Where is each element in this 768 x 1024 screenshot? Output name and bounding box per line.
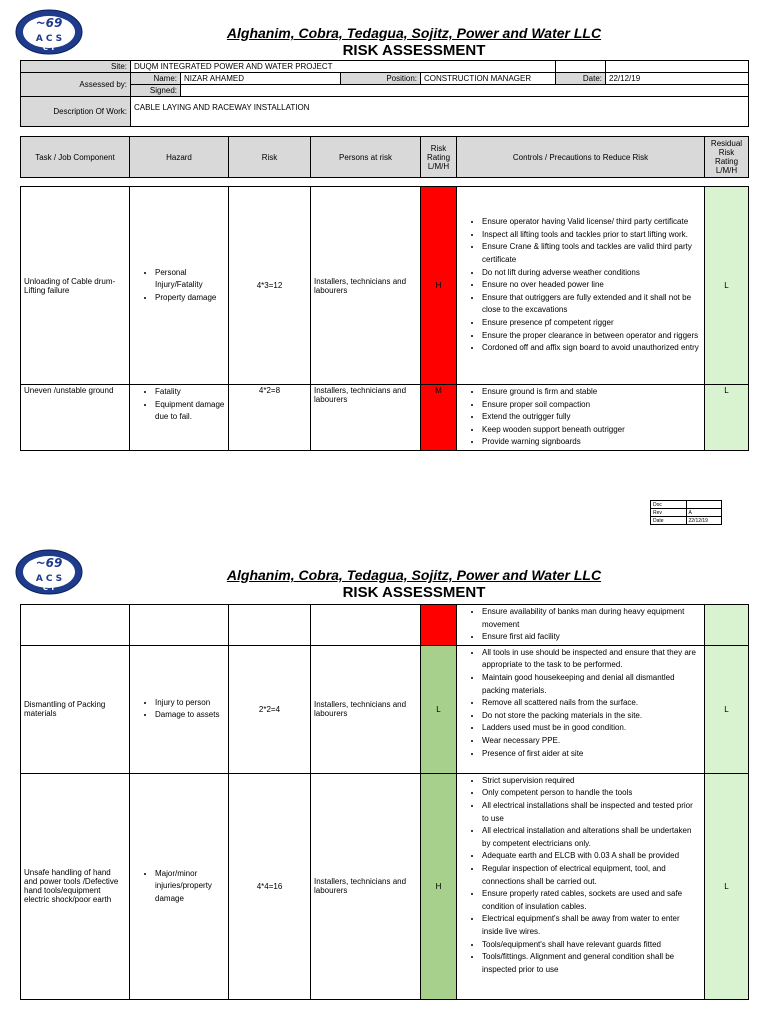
rating-cell: M [421, 385, 457, 451]
col-hazard: Hazard [130, 137, 229, 178]
site-label: Site: [21, 61, 131, 73]
svg-text:A C S: A C S [35, 34, 63, 44]
risk-cell [229, 605, 311, 646]
control-item: • Do not lift during adverse weather conditions [482, 267, 701, 280]
controls-cell [457, 385, 705, 451]
hazard-item: • Equipment damage due to fail. [155, 399, 225, 424]
controls-cell [457, 773, 705, 999]
persons-cell: Installers, technicians and labourers [311, 773, 421, 999]
risk-cell: 4*2=8 [229, 385, 311, 451]
date-label: Date: [556, 73, 606, 85]
control-item: • Maintain good housekeeping and denial all dismantled packing materials. [482, 672, 701, 697]
task-cell: Unsafe handling of hand and power tools /Defective hand tools/equipment electric shock/poor earth [21, 773, 130, 999]
svg-text:A C S: A C S [35, 574, 63, 584]
table-row [21, 645, 749, 773]
control-item: • All tools in use should be inspected and ensure that they are appropriate to the task to be performed. [482, 647, 701, 672]
control-item: • Strict supervision required [482, 775, 701, 788]
control-item: • Presence of first aider at site [482, 748, 701, 761]
col-task: Task / Job Component [21, 137, 130, 178]
signed-label: Signed: [131, 85, 181, 97]
control-item: • Ensure first aid facility [482, 631, 701, 644]
risk-cell: 2*2=4 [229, 645, 311, 773]
col-controls: Controls / Precautions to Reduce Risk [457, 137, 705, 178]
company-name: Alghanim, Cobra, Tedagua, Sojitz, Power and Water LLC [226, 567, 602, 583]
risk-table-1 [20, 186, 749, 451]
control-item: • Electrical equipment's shall be away from water to enter inside live wires. [482, 913, 701, 938]
rev-value: A [686, 509, 722, 517]
control-item: • Ensure presence pf competent rigger [482, 317, 701, 330]
hazard-item: • Major/minor injuries/property damage [155, 868, 225, 906]
control-item: • Ensure ground is firm and stable [482, 386, 701, 399]
hazard-item: • Damage to assets [155, 709, 225, 722]
svg-text:~69: ~69 [35, 16, 63, 30]
table-row [21, 605, 749, 646]
hazard-cell [130, 773, 229, 999]
col-residual: Residual Risk Rating L/M/H [705, 137, 749, 178]
control-item: • Ladders used must be in good condition. [482, 722, 701, 735]
persons-cell [311, 605, 421, 646]
rating-cell [421, 605, 457, 646]
risk-cell: 4*3=12 [229, 187, 311, 385]
position-label: Position: [341, 73, 421, 85]
table-row [21, 773, 749, 999]
controls-cell [457, 187, 705, 385]
control-item: • Extend the outrigger fully [482, 411, 701, 424]
control-item: • Ensure no over headed power line [482, 279, 701, 292]
risk-assessment-title: RISK ASSESSMENT [342, 42, 486, 59]
position-value: CONSTRUCTION MANAGER [421, 73, 556, 85]
assessed-by-label: Assessed by: [21, 73, 131, 97]
rating-cell: L [421, 645, 457, 773]
persons-cell: Installers, technicians and labourers [311, 645, 421, 773]
rating-cell: H [421, 773, 457, 999]
controls-cell [457, 645, 705, 773]
persons-cell: Installers, technicians and labourers [311, 187, 421, 385]
info-table [20, 60, 749, 127]
col-rating: Risk Rating L/M/H [421, 137, 457, 178]
control-item: • Tools/equipment's shall have relevant guards fitted [482, 939, 701, 952]
residual-cell: L [705, 187, 749, 385]
column-header-table-1 [20, 136, 749, 178]
hazard-item: • Property damage [155, 292, 225, 305]
task-cell [21, 605, 130, 646]
control-item: • Adequate earth and ELCB with 0.03 A shall be provided [482, 850, 701, 863]
name-value: NIZAR AHAMED [181, 73, 341, 85]
col-risk: Risk [229, 137, 311, 178]
control-item: • Ensure that outriggers are fully extended and it shall not be close to the excavations [482, 292, 701, 317]
control-item: • Tools/fittings. Alignment and general condition shall be inspected prior to use [482, 951, 701, 976]
col-persons: Persons at risk [311, 137, 421, 178]
hazard-cell [130, 385, 229, 451]
risk-table-2 [20, 604, 749, 1000]
control-item: • Ensure properly rated cables, sockets are used and safe condition of insulation cables. [482, 888, 701, 913]
doc-date-value: 22/12/19 [686, 517, 722, 525]
svg-text:C T: C T [42, 584, 56, 592]
svg-text:C T: C T [42, 44, 56, 52]
signed-value [181, 85, 749, 97]
residual-cell: L [705, 645, 749, 773]
hazard-cell [130, 187, 229, 385]
document-title [0, 567, 768, 601]
task-cell: Uneven /unstable ground [21, 385, 130, 451]
control-item: • Ensure Crane & lifting tools and tackles are valid third party certificate [482, 241, 701, 266]
hazard-item: • Personal Injury/Fatality [155, 267, 225, 292]
hazard-item: • Fatality [155, 386, 225, 399]
controls-cell [457, 605, 705, 646]
control-item: • Inspect all lifting tools and tackles prior to start lifting work. [482, 229, 701, 242]
description-value: CABLE LAYING AND RACEWAY INSTALLATION [131, 97, 749, 127]
persons-cell: Installers, technicians and labourers [311, 385, 421, 451]
table-row [21, 385, 749, 451]
control-item: • Keep wooden support beneath outrigger [482, 424, 701, 437]
control-item: • Ensure proper soil compaction [482, 399, 701, 412]
table-row [21, 187, 749, 385]
doc-label: Doc [651, 501, 687, 509]
document-title [0, 25, 768, 59]
risk-cell: 4*4=16 [229, 773, 311, 999]
control-item: • Cordoned off and affix sign board to avoid unauthorized entry [482, 342, 701, 355]
control-item: • Ensure the proper clearance in between operator and riggers [482, 330, 701, 343]
date-value: 22/12/19 [606, 73, 749, 85]
control-item: • Ensure availability of banks man during heavy equipment movement [482, 606, 701, 631]
hazard-cell [130, 605, 229, 646]
description-label: Description Of Work: [21, 97, 131, 127]
residual-cell: L [705, 385, 749, 451]
control-item: • All electrical installation and alterations shall be undertaken by competent electricians only. [482, 825, 701, 850]
task-cell: Unloading of Cable drum-Lifting failure [21, 187, 130, 385]
company-name: Alghanim, Cobra, Tedagua, Sojitz, Power and Water LLC [226, 25, 602, 41]
svg-text:~69: ~69 [35, 556, 63, 570]
control-item: • All electrical installations shall be inspected and tested prior to use [482, 800, 701, 825]
residual-cell: L [705, 773, 749, 999]
control-item: • Provide warning signboards [482, 436, 701, 449]
rev-label: Rev [651, 509, 687, 517]
page-2 [0, 540, 768, 1000]
risk-assessment-title: RISK ASSESSMENT [342, 584, 486, 601]
site-value: DUQM INTEGRATED POWER AND WATER PROJECT [131, 61, 556, 73]
task-cell: Dismantling of Packing materials [21, 645, 130, 773]
control-item: • Wear necessary PPE. [482, 735, 701, 748]
name-label: Name: [131, 73, 181, 85]
rating-cell: H [421, 187, 457, 385]
control-item: • Ensure operator having Valid license/ third party certificate [482, 216, 701, 229]
residual-cell [705, 605, 749, 646]
hazard-cell [130, 645, 229, 773]
control-item: • Do not store the packing materials in the site. [482, 710, 701, 723]
hazard-item: • Injury to person [155, 697, 225, 710]
control-item: • Only competent person to handle the tools [482, 787, 701, 800]
doc-value [686, 501, 722, 509]
doc-date-label: Date [651, 517, 687, 525]
control-item: • Regular inspection of electrical equipment, tool, and connections shall be carried out. [482, 863, 701, 888]
control-item: • Remove all scattered nails from the surface. [482, 697, 701, 710]
doc-control-box [650, 500, 722, 525]
